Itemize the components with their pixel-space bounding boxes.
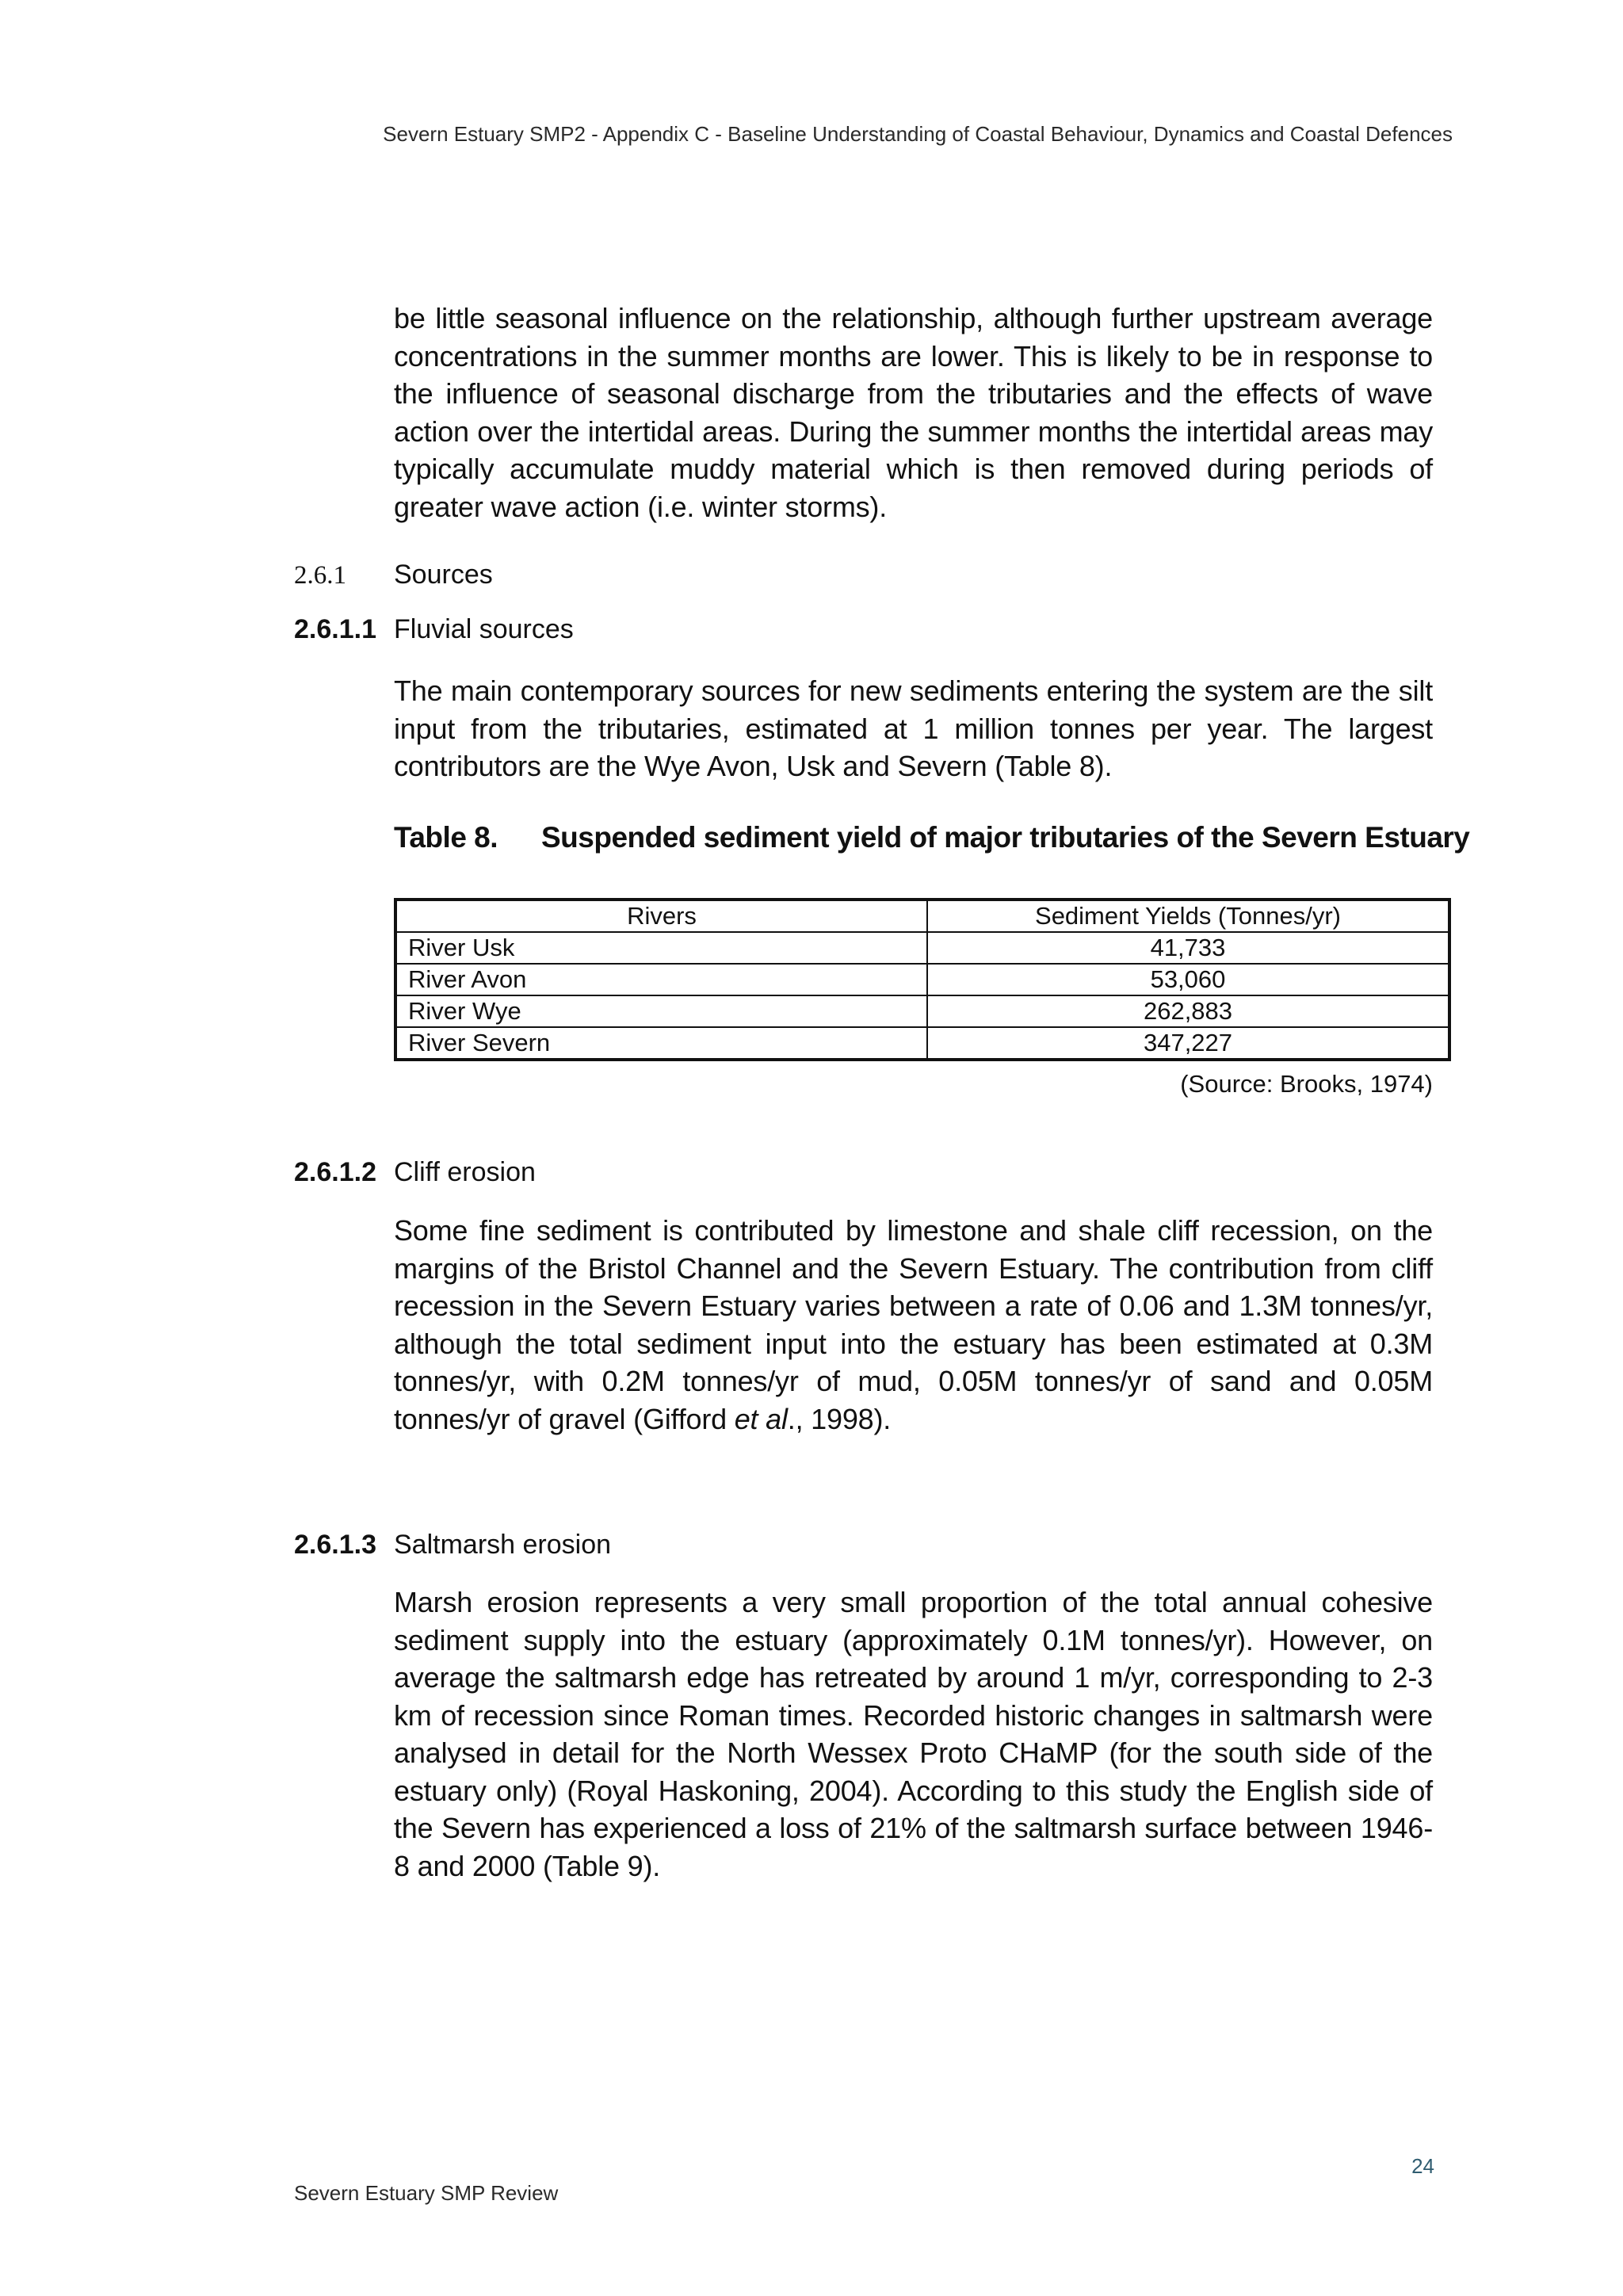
table-title: Suspended sediment yield of major tributaries of the Severn Estuary bbox=[541, 821, 1470, 854]
table-caption bbox=[394, 821, 1469, 854]
river-name: River Wye bbox=[395, 995, 927, 1027]
sediment-yield: 41,733 bbox=[927, 932, 1449, 964]
section-number: 2.6.1.2 bbox=[294, 1157, 376, 1187]
section-number: 2.6.1.3 bbox=[294, 1530, 376, 1560]
section-heading-2-6-1 bbox=[294, 560, 493, 590]
section-title: Sources bbox=[394, 560, 493, 590]
running-header: Severn Estuary SMP2 - Appendix C - Baseline Understanding of Coastal Behaviour, Dynamics and Coastal Defences bbox=[383, 122, 1453, 146]
cliff-text-end: ., 1998). bbox=[787, 1402, 892, 1435]
section-title: Cliff erosion bbox=[394, 1157, 536, 1187]
column-header-yields: Sediment Yields (Tonnes/yr) bbox=[927, 900, 1449, 932]
section-title: Saltmarsh erosion bbox=[394, 1530, 612, 1560]
section-title: Fluvial sources bbox=[394, 614, 574, 644]
section-number: 2.6.1.1 bbox=[294, 614, 376, 644]
column-header-rivers: Rivers bbox=[395, 900, 927, 932]
table-label: Table 8. bbox=[394, 821, 498, 854]
sediment-yield: 262,883 bbox=[927, 995, 1449, 1027]
river-name: River Severn bbox=[395, 1027, 927, 1060]
cliff-erosion-paragraph bbox=[394, 1212, 1433, 1438]
footer-document-title: Severn Estuary SMP Review bbox=[294, 2181, 559, 2205]
sediment-yield: 347,227 bbox=[927, 1027, 1449, 1060]
page-number: 24 bbox=[1411, 2154, 1434, 2178]
sediment-yield-table bbox=[394, 898, 1451, 1061]
intro-paragraph: be little seasonal influence on the relationship, although further upstream average concentrations in the summer months are lower. This is likely to be in response to the influence of seasonal discharge from the tributaries and the effects of wave action over the intertidal areas. During the summer months the intertidal areas may typically accumulate muddy material which is then removed during periods of greater wave action (i.e. winter storms). bbox=[394, 302, 1433, 523]
section-number: 2.6.1 bbox=[294, 561, 346, 590]
table-source-note: (Source: Brooks, 1974) bbox=[1180, 1070, 1433, 1098]
table-header-row bbox=[395, 900, 1449, 932]
table-row bbox=[395, 995, 1449, 1027]
cliff-text: Some fine sediment is contributed by limestone and shale cliff recession, on the margins of the Bristol Channel and the Severn Estuary. The contribution from cliff recession in the Severn Estuary varies between a rate of 0.06 and 1.3M tonnes/yr, although the total sediment input into the estuary has been estimated at 0.3M tonnes/yr, with 0.2M tonnes/yr of mud, 0.05M tonnes/yr of sand and 0.05M tonnes/yr of gravel (Gifford bbox=[394, 1214, 1433, 1435]
cliff-text-italic: et al bbox=[734, 1402, 788, 1435]
section-heading-2-6-1-2 bbox=[294, 1157, 536, 1188]
sediment-yield: 53,060 bbox=[927, 964, 1449, 995]
table-row bbox=[395, 964, 1449, 995]
river-name: River Usk bbox=[395, 932, 927, 964]
table-row bbox=[395, 932, 1449, 964]
river-name: River Avon bbox=[395, 964, 927, 995]
section-heading-2-6-1-3 bbox=[294, 1530, 611, 1561]
section-heading-2-6-1-1 bbox=[294, 614, 574, 645]
table-row bbox=[395, 1027, 1449, 1060]
fluvial-paragraph: The main contemporary sources for new sediments entering the system are the silt input from the tributaries, estimated at 1 million tonnes per year. The largest contributors are the Wye Avon, Usk and Severn (Table 8). bbox=[394, 674, 1433, 782]
saltmarsh-paragraph: Marsh erosion represents a very small proportion of the total annual cohesive sediment supply into the estuary (approximately 0.1M tonnes/yr). However, on average the saltmarsh edge has retreated by around 1 m/yr, corresponding to 2-3 km of recession since Roman times. Recorded historic changes in saltmarsh were analysed in detail for the North Wessex Proto CHaMP (for the south side of the estuary only) (Royal Haskoning, 2004). According to this study the English side of the Severn has experienced a loss of 21% of the saltmarsh surface between 1946-8 and 2000 (Table 9). bbox=[394, 1586, 1433, 1882]
